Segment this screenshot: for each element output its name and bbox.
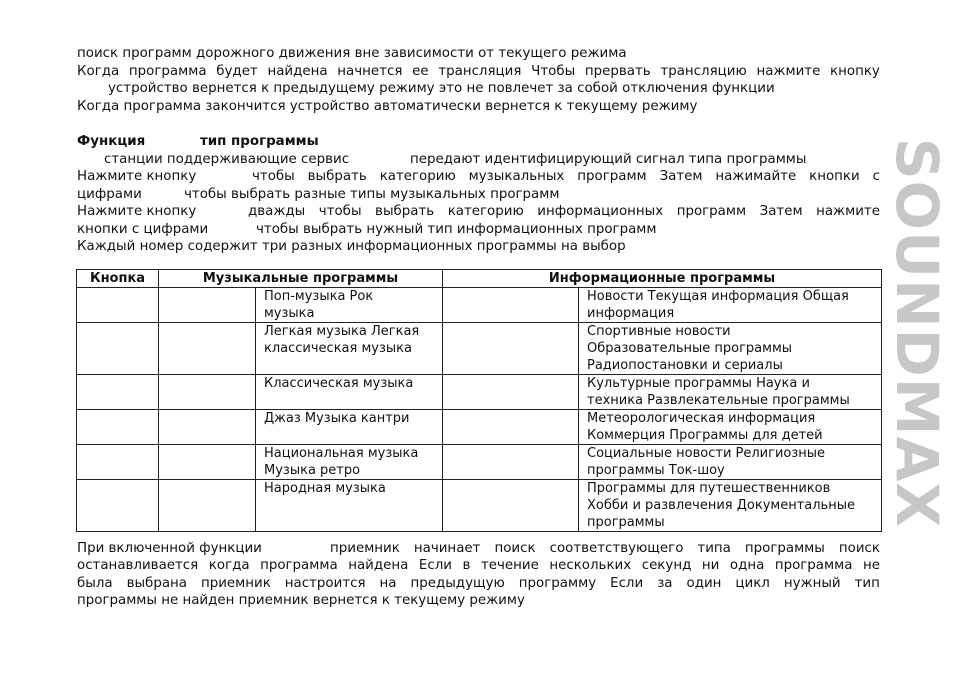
section-p4b: дважды чтобы выбрать категорию информационных программ Затем нажмите (248, 204, 880, 219)
intro-line-3: устройство вернется к предыдущему режиму это не повлечет за собой отключения функции (108, 81, 775, 96)
table-row (77, 410, 882, 445)
info-program-line: программы (587, 515, 665, 530)
info-button-cell (443, 288, 579, 323)
info-program-line: Новости Текущая информация Общая (587, 289, 849, 304)
intro-line-4: Когда программа закончится устройство автоматически вернется к текущему режиму (77, 99, 698, 114)
music-button-cell (159, 445, 256, 480)
brand-logo-text: SOUNDMAX (883, 137, 952, 528)
music-button-cell (159, 480, 256, 532)
table-row (77, 480, 882, 532)
music-program-line: Классическая музыка (264, 376, 414, 391)
table-row (77, 375, 882, 410)
closing-a: При включенной функции (77, 541, 262, 556)
section-p1b: передают идентифицирующий сигнал типа программы (410, 152, 807, 167)
music-program-line: Легкая музыка Легкая (264, 324, 420, 339)
info-button-cell (443, 410, 579, 445)
info-button-cell (443, 375, 579, 410)
section-heading-right: тип программы (200, 134, 319, 149)
info-program-line: Хобби и развлечения Документальные (587, 498, 855, 513)
info-program-line: Образовательные программы (587, 341, 793, 356)
music-program-cell (256, 288, 443, 323)
info-program-cell (579, 445, 882, 480)
section-p6: Каждый номер содержит три разных информационных программы на выбор (77, 239, 626, 254)
button-cell (77, 410, 159, 445)
music-program-line: Народная музыка (264, 481, 386, 496)
info-program-line: информация (587, 306, 675, 321)
closing-b: приемник начинает поиск соответствующего типа программы поиск (330, 541, 880, 556)
section-p4a: Нажмите кнопку (77, 204, 197, 219)
info-program-cell (579, 288, 882, 323)
music-program-line: Джаз Музыка кантри (264, 411, 410, 426)
section-p2a: Нажмите кнопку (77, 169, 197, 184)
music-button-cell (159, 410, 256, 445)
info-program-line: Метеорологическая информация (587, 411, 816, 426)
info-program-line: Программы для путешественников (587, 481, 831, 496)
section-heading-left: Функция (77, 134, 146, 149)
info-program-line: Спортивные новости (587, 324, 731, 339)
info-program-line: программы Ток-шоу (587, 463, 725, 478)
info-program-cell (579, 410, 882, 445)
info-program-line: Культурные программы Наука и (587, 376, 810, 391)
music-program-line: Национальная музыка (264, 446, 419, 461)
music-program-line: музыка (264, 306, 315, 321)
section-p5a: кнопки с цифрами (77, 222, 209, 237)
closing-line-2: останавливается когда программа найдена Если в течение нескольких секунд ни одна программа не (77, 558, 880, 573)
info-program-cell (579, 375, 882, 410)
intro-line-2: Когда программа будет найдена начнется ее трансляция Чтобы прервать трансляцию нажмите кнопку (77, 64, 880, 79)
closing-line-4: программы не найден приемник вернется к текущему режиму (77, 593, 525, 608)
music-button-cell (159, 375, 256, 410)
section-p3b: чтобы выбрать разные типы музыкальных программ (184, 187, 560, 202)
table-row (77, 445, 882, 480)
section-p5b: чтобы выбрать нужный тип информационных программ (256, 222, 657, 237)
music-program-cell (256, 410, 443, 445)
music-program-cell (256, 375, 443, 410)
info-program-cell (579, 323, 882, 375)
intro-line-1: поиск программ дорожного движения вне зависимости от текущего режима (77, 46, 627, 61)
music-program-line: классическая музыка (264, 341, 412, 356)
button-cell (77, 375, 159, 410)
section-p1: станции поддерживающие сервис (104, 152, 350, 167)
info-program-cell (579, 480, 882, 532)
header-music: Музыкальные программы (159, 270, 443, 288)
button-cell (77, 323, 159, 375)
closing-line-3: была выбрана приемник настроится на предыдущую программу Если за один цикл нужный тип (77, 576, 880, 591)
header-info: Информационные программы (443, 270, 882, 288)
section-p2b: чтобы выбрать категорию музыкальных программ Затем нажимайте кнопки с (252, 169, 880, 184)
info-program-line: Социальные новости Религиозные (587, 446, 826, 461)
info-button-cell (443, 323, 579, 375)
music-button-cell (159, 323, 256, 375)
table-row (77, 323, 882, 375)
section-p3a: цифрами (77, 187, 142, 202)
music-program-line: Музыка ретро (264, 463, 361, 478)
button-cell (77, 288, 159, 323)
music-program-cell (256, 445, 443, 480)
info-program-line: Радиопостановки и сериалы (587, 358, 783, 373)
program-type-table (76, 269, 882, 532)
table-header-row (77, 270, 882, 288)
button-cell (77, 445, 159, 480)
info-program-line: техника Развлекательные программы (587, 393, 850, 408)
info-button-cell (443, 480, 579, 532)
music-button-cell (159, 288, 256, 323)
music-program-line: Поп-музыка Рок (264, 289, 374, 304)
brand-watermark (883, 55, 952, 610)
info-program-line: Коммерция Программы для детей (587, 428, 823, 443)
button-cell (77, 480, 159, 532)
header-button: Кнопка (77, 270, 159, 288)
info-button-cell (443, 445, 579, 480)
table-row (77, 288, 882, 323)
music-program-cell (256, 480, 443, 532)
music-program-cell (256, 323, 443, 375)
